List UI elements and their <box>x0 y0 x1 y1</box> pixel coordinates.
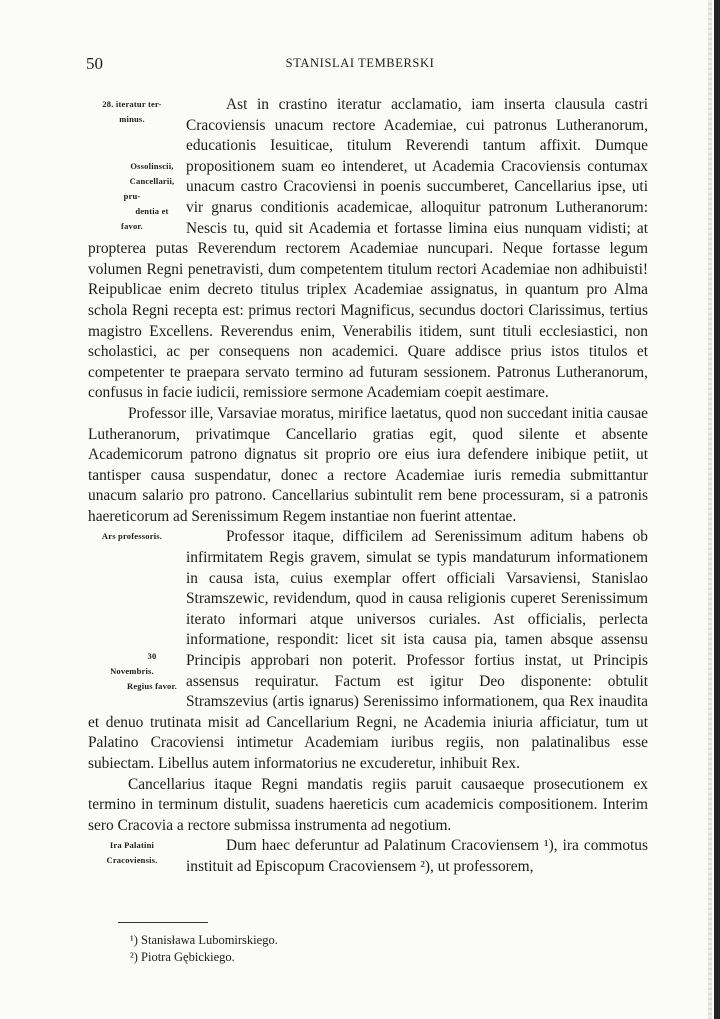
margin-note-3 <box>86 529 178 569</box>
margin-note-line: Ossolinscii, <box>130 161 174 171</box>
footnote-2: ²) Piotra Gębickiego. <box>130 950 235 964</box>
margin-note-line: minus. <box>119 114 145 124</box>
margin-note-line: 28. iteratur ter- <box>102 99 162 109</box>
paragraph-1 <box>88 95 648 404</box>
running-head: STANISLAI TEMBERSKI <box>285 56 435 70</box>
margin-note-5 <box>86 838 178 878</box>
margin-note-line: Cancellarii, pru- <box>123 176 175 201</box>
footnotes <box>130 932 278 966</box>
margin-note-line: 30 Novembris. <box>110 651 157 677</box>
margin-note-line: Regius favor. <box>127 681 177 692</box>
paragraph-4: Cancellarius itaque Regni mandatis regiis paruit causaeque prosecutionem ex termino in terminum distulit, suadens haereticis cum academicis compositionem. Interim sero Cracovia a rectore submissa instrumenta ad negotium. <box>88 775 648 834</box>
scan-edge-shadow <box>708 0 712 1019</box>
footnote-rule <box>118 922 208 923</box>
margin-note-1 <box>86 97 178 137</box>
margin-note-2 <box>86 159 178 239</box>
body-text <box>88 95 648 878</box>
margin-note-line: dentia et favor. <box>121 206 169 231</box>
paragraph-text: Professor itaque, difficilem ad Serenissimum aditum habens ob infirmitatem Regis gravem, simulat se typis mandaturum informationem in causa ista, cuius exemplar offert officiali Varsaviensi, Stanislao Stramszewic, revidendum, quod in causa religionis cuperet Serenissimum iterato informari atque universos curiales. Ast officialis, perlecta informatione, respondit: licet sit ista causa pia, tamen absque assensu Principis approbari non poterit. Professor fortius instat, ut Principis assensus requiratur. Factum est igitur Deo disponente: obtulit Stramszevius (artis ignarus) Serenissimo informationem, qua Rex inaudita et denuo trutinata misit ad Cancellarium Regni, ne Academia iniuria afficiatur, tum ut Palatino Cracoviensi intimetur Academiam iuribus regiis, non palatinalibus esse subiectam. Libellus autem informatorius ne excuderetur, inhibuit Rex. <box>88 528 648 772</box>
paragraph-5: Dum haec deferuntur ad Palatinum Cracoviensem ¹), ira commotus instituit ad Episcopum Cracoviensem ²), ut professorem, <box>186 837 648 875</box>
margin-note-line: Ira Palatini <box>109 840 155 851</box>
paragraph-text: Ast in crastino iteratur acclamatio, iam inserta clausula castri Cracoviensis unacum rectore Academiae, cui patronus Lutheranorum, educationis Iesuiticae, titulum Reverendi tantum affixit. Dumque propositionem suam eo intenderet, ut Academia Cracoviensis contumax unacum castro Cracoviensi in poenis succumberet, Cancellarius ipse, uti vir gnarus conditionis academicae, alloquitur patronum Lutheranorum: Nescis tu, quid sit Academia et fortasse limina eius nunquam vidisti; at propterea putas Reverendum rectorem Academiae nuncupari. Neque fortasse legum volumen Regni penetravisti, dum competentem titulum rectori Academiae non adhibuisti! Reipublicae enim decreto titulus triplex Academiae assignatus, in quantum pro Alma schola Regni recepta est: primus rectori Magnificus, secundus doctori Clarissimus, tertius magistro Excellens. Reverendus enim, Venerabilis itidem, sunt tituli ecclesiastici, non scholastici, ac per consequens non academici. Quare addisce prius istos titulos et competenter te praepara servato termino ad futuram sessionem. Patronus Lutheranorum, confusus in facie iudicii, remissiore sermone Academiam coepit aestimare. <box>88 96 648 402</box>
paragraph-2: Professor ille, Varsaviae moratus, mirifice laetatus, quod non succedant initia causae Lutheranorum, privatimque Cancellario gratias egit, quod silente et absente Academicorum patrono dignatus sit proprio ore eius iura defendere inibique petiit, ut tantisper causa suspendatur, donec a rectore Academiae iuris remedia submittantur unacum salario pro patrono. Cancellarius subintulit rem bene processuram, si a patronis haereticorum ad Serenissimum Regem instantiae non fuerint attentae. <box>88 404 648 525</box>
page-number: 50 <box>86 54 103 73</box>
margin-note-4 <box>86 649 178 709</box>
margin-note-line: Ars professoris. <box>101 531 163 542</box>
scan-edge <box>714 0 720 1019</box>
footnote-1: ¹) Stanisława Lubomirskiego. <box>130 933 278 947</box>
margin-note-line: Cracoviensis. <box>106 855 158 866</box>
